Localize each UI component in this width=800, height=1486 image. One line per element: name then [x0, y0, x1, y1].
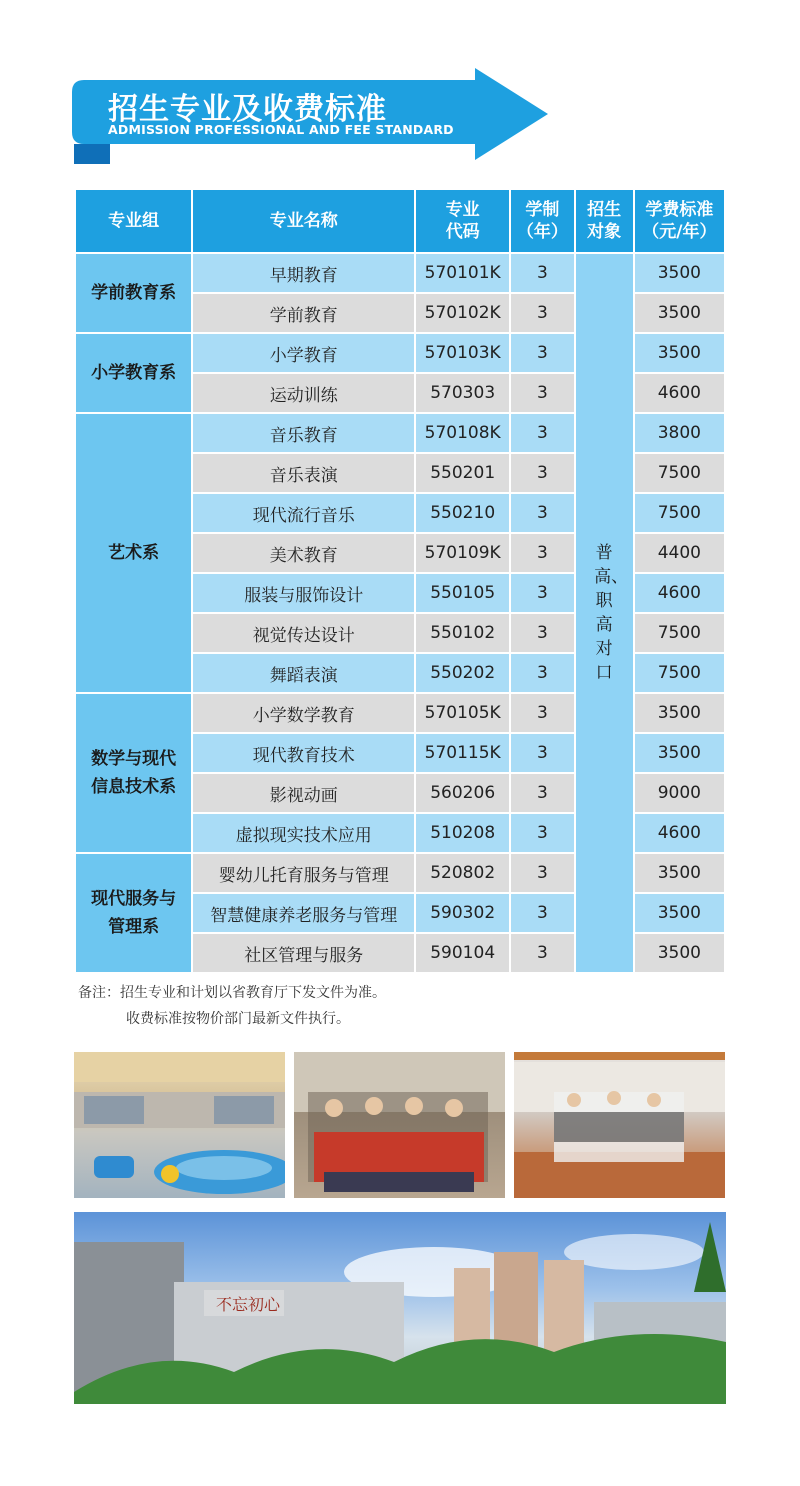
major-fee: 7500: [635, 454, 724, 492]
major-code: 570303: [416, 374, 509, 412]
group-cell: 艺术系: [76, 414, 191, 692]
campus-illustration: [74, 1212, 726, 1404]
major-code: 550202: [416, 654, 509, 692]
major-years: 3: [511, 934, 573, 972]
major-years: 3: [511, 574, 573, 612]
note-line-2: 收费标准按物价部门最新文件执行。: [126, 1011, 350, 1027]
table-row: [76, 254, 724, 292]
major-years: 3: [511, 814, 573, 852]
group-cell: 学前教育系: [76, 254, 191, 332]
major-code: 570109K: [416, 534, 509, 572]
major-years: 3: [511, 454, 573, 492]
major-fee: 3500: [635, 854, 724, 892]
major-code: 570105K: [416, 694, 509, 732]
group-photo: [294, 1052, 505, 1198]
section-banner: [70, 66, 550, 166]
target-text: 普高、职高对口: [594, 543, 629, 683]
major-code: 590104: [416, 934, 509, 972]
target-cell: [576, 254, 633, 972]
major-name: 音乐表演: [193, 454, 414, 492]
major-code: 570102K: [416, 294, 509, 332]
group-cell: 数学与现代 信息技术系: [76, 694, 191, 852]
major-name: 小学数学教育: [193, 694, 414, 732]
banner-subtitle: ADMISSION PROFESSIONAL AND FEE STANDARD: [108, 122, 454, 137]
major-years: 3: [511, 254, 573, 292]
major-fee: 3500: [635, 694, 724, 732]
students-photo: [514, 1052, 725, 1198]
major-years: 3: [511, 774, 573, 812]
major-code: 590302: [416, 894, 509, 932]
major-code: 570108K: [416, 414, 509, 452]
major-code: 570103K: [416, 334, 509, 372]
major-code: 550201: [416, 454, 509, 492]
major-fee: 4600: [635, 814, 724, 852]
major-name: 影视动画: [193, 774, 414, 812]
major-name: 早期教育: [193, 254, 414, 292]
major-code: 520802: [416, 854, 509, 892]
students-illustration: [514, 1052, 725, 1198]
major-years: 3: [511, 374, 573, 412]
major-name: 小学教育: [193, 334, 414, 372]
major-name: 视觉传达设计: [193, 614, 414, 652]
major-fee: 3500: [635, 254, 724, 292]
major-name: 婴幼儿托育服务与管理: [193, 854, 414, 892]
header-fee: 学费标准 （元/年）: [635, 190, 724, 252]
fee-table: [74, 188, 726, 974]
header-code: 专业 代码: [416, 190, 509, 252]
major-years: 3: [511, 494, 573, 532]
major-code: 570115K: [416, 734, 509, 772]
major-fee: 3500: [635, 334, 724, 372]
major-fee: 4600: [635, 374, 724, 412]
major-code: 550105: [416, 574, 509, 612]
major-fee: 9000: [635, 774, 724, 812]
major-name: 虚拟现实技术应用: [193, 814, 414, 852]
major-name: 社区管理与服务: [193, 934, 414, 972]
major-name: 美术教育: [193, 534, 414, 572]
major-fee: 3500: [635, 734, 724, 772]
major-name: 学前教育: [193, 294, 414, 332]
major-years: 3: [511, 694, 573, 732]
major-fee: 7500: [635, 654, 724, 692]
major-years: 3: [511, 654, 573, 692]
header-years: 学制 （年）: [511, 190, 573, 252]
major-years: 3: [511, 534, 573, 572]
group-cell: 小学教育系: [76, 334, 191, 412]
header-group: 专业组: [76, 190, 191, 252]
major-years: 3: [511, 614, 573, 652]
major-code: 560206: [416, 774, 509, 812]
major-fee: 7500: [635, 614, 724, 652]
library-illustration: [74, 1052, 285, 1198]
header-target: 招生 对象: [576, 190, 633, 252]
major-name: 运动训练: [193, 374, 414, 412]
banner-title: 招生专业及收费标准: [108, 92, 387, 127]
major-code: 570101K: [416, 254, 509, 292]
note-line-1: 备注：招生专业和计划以省教育厅下发文件为准。: [78, 985, 386, 1001]
header-name: 专业名称: [193, 190, 414, 252]
campus-photo: [74, 1212, 726, 1404]
major-fee: 4600: [635, 574, 724, 612]
major-fee: 3500: [635, 294, 724, 332]
major-name: 现代流行音乐: [193, 494, 414, 532]
major-fee: 4400: [635, 534, 724, 572]
building-sign: 不忘初心: [216, 1295, 281, 1314]
major-years: 3: [511, 894, 573, 932]
library-photo: [74, 1052, 285, 1198]
major-fee: 3500: [635, 934, 724, 972]
major-fee: 3500: [635, 894, 724, 932]
major-name: 舞蹈表演: [193, 654, 414, 692]
major-name: 服装与服饰设计: [193, 574, 414, 612]
major-years: 3: [511, 334, 573, 372]
major-name: 智慧健康养老服务与管理: [193, 894, 414, 932]
major-years: 3: [511, 294, 573, 332]
major-code: 550102: [416, 614, 509, 652]
major-name: 音乐教育: [193, 414, 414, 452]
major-code: 510208: [416, 814, 509, 852]
group-illustration: [294, 1052, 505, 1198]
table-header-row: [76, 190, 724, 252]
major-years: 3: [511, 734, 573, 772]
major-code: 550210: [416, 494, 509, 532]
major-years: 3: [511, 854, 573, 892]
major-fee: 3800: [635, 414, 724, 452]
major-years: 3: [511, 414, 573, 452]
major-fee: 7500: [635, 494, 724, 532]
major-name: 现代教育技术: [193, 734, 414, 772]
notes: [78, 980, 386, 1032]
group-cell: 现代服务与 管理系: [76, 854, 191, 972]
